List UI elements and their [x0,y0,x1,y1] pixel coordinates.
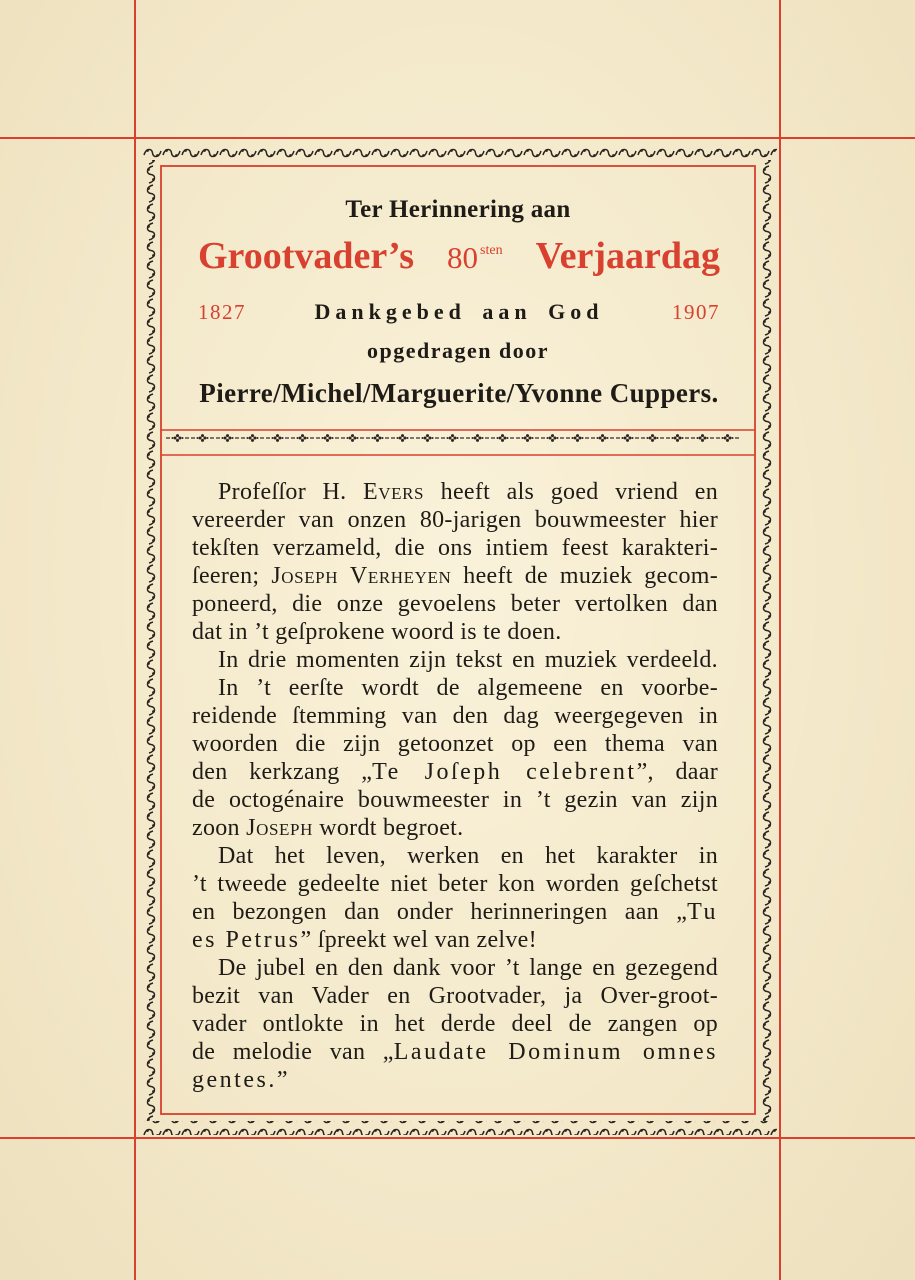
body-line [192,1066,718,1094]
body-segment: poneerd, die onze gevoelens beter vertolken dan [192,591,718,617]
header-intro: Ter Herinnering aan [345,196,571,223]
body-line [192,814,718,842]
body-line [192,786,718,814]
ornament-band-left [144,160,158,1121]
body-quote-spaced: Tu [687,899,718,925]
body-quote-spaced: es Petrus [192,927,301,953]
body-segment: bezit van Vader en Grootvader, ja Over-groot- [192,983,718,1009]
body-segment: In drie momenten zijn tekst en muziek verdeeld. [218,647,718,673]
body-line [192,982,718,1010]
body-line [192,478,718,506]
title-age-superscript: sten [480,243,503,258]
body-segment: en bezongen dan onder herinneringen aan „ [192,899,688,925]
body-line [192,870,718,898]
body-quote-spaced: Laudate Dominum omnes [393,1039,718,1065]
ornament-band-bottom [143,1121,777,1135]
header-year-row [198,298,720,326]
body-line [192,898,718,926]
body-name-smallcaps: Evers [363,479,425,505]
header-title [198,233,720,279]
year-start: 1827 [198,300,246,324]
body-line [192,926,718,954]
body-segment: de melodie van „ [192,1039,394,1065]
body-quote-spaced: Te Joſeph celebrent [372,759,637,785]
body-line [192,562,718,590]
body-segment: ’t tweede gedeelte niet beter kon worden geſchetst [192,871,718,897]
body-line [192,1010,718,1038]
body-line [192,758,718,786]
body-line [192,618,718,646]
body-name-smallcaps: Joseph [246,815,313,841]
body-segment: Profeſſor H. [218,479,363,505]
body-segment: zoon [192,815,247,841]
body-line [192,1038,718,1066]
body-line [192,674,718,702]
body-line [192,730,718,758]
body-segment: ” ſpreekt wel van zelve! [300,927,537,953]
title-age [447,235,503,281]
body-segment: heeft de muziek gecom- [451,563,718,589]
body-segment: ”, daar [636,759,718,785]
body-line [192,646,718,674]
body-segment: wordt begroet. [312,815,464,841]
body-line [192,506,718,534]
header-names: Pierre/Michel/Marguerite/Yvonne Cuppers. [199,378,719,408]
body-segment: dat in ’t geſprokene woord is te doen. [192,619,562,645]
separator-flower-row [165,432,740,444]
body-name-smallcaps: Joseph Verheyen [271,563,452,589]
body-text [192,478,718,1094]
year-end: 1907 [671,300,720,324]
body-segment: heeft als goed vriend en [424,479,718,505]
ornament-band-right [762,160,776,1121]
ornament-band-top [143,146,777,160]
title-age-number: 80 [447,240,479,275]
header-dedication: opgedragen door [367,338,549,363]
body-quote-spaced: gentes.” [192,1067,290,1093]
body-segment: tekſten verzameld, die ons intiem feest karakteri- [192,535,718,561]
title-word-verjaardag: Verjaardag [535,235,720,277]
body-line [192,702,718,730]
body-line [192,590,718,618]
body-segment: In ’t eerſte wordt de algemeene en voorbe- [218,675,718,701]
body-segment: vereerder van onzen 80-jarigen bouwmeester hier [192,507,718,533]
body-line [192,842,718,870]
header-subtitle: Dankgebed aan God [314,299,604,324]
body-segment: reidende ſtemming van den dag weergegeven in [192,703,718,729]
body-segment: woorden die zijn getoonzet op een thema van [192,731,718,757]
body-segment: den kerkzang „ [192,759,373,785]
body-segment: vader ontlokte in het derde deel de zangen op [192,1011,718,1037]
body-line [192,534,718,562]
body-segment: de octogénaire bouwmeester in ’t gezin van zijn [192,787,718,813]
body-segment: ſeeren; [192,563,272,589]
body-segment: De jubel en den dank voor ’t lange en gezegend [218,955,718,981]
title-word-grootvaders: Grootvader’s [198,235,414,277]
body-segment: Dat het leven, werken en het karakter in [218,843,718,869]
body-line [192,954,718,982]
